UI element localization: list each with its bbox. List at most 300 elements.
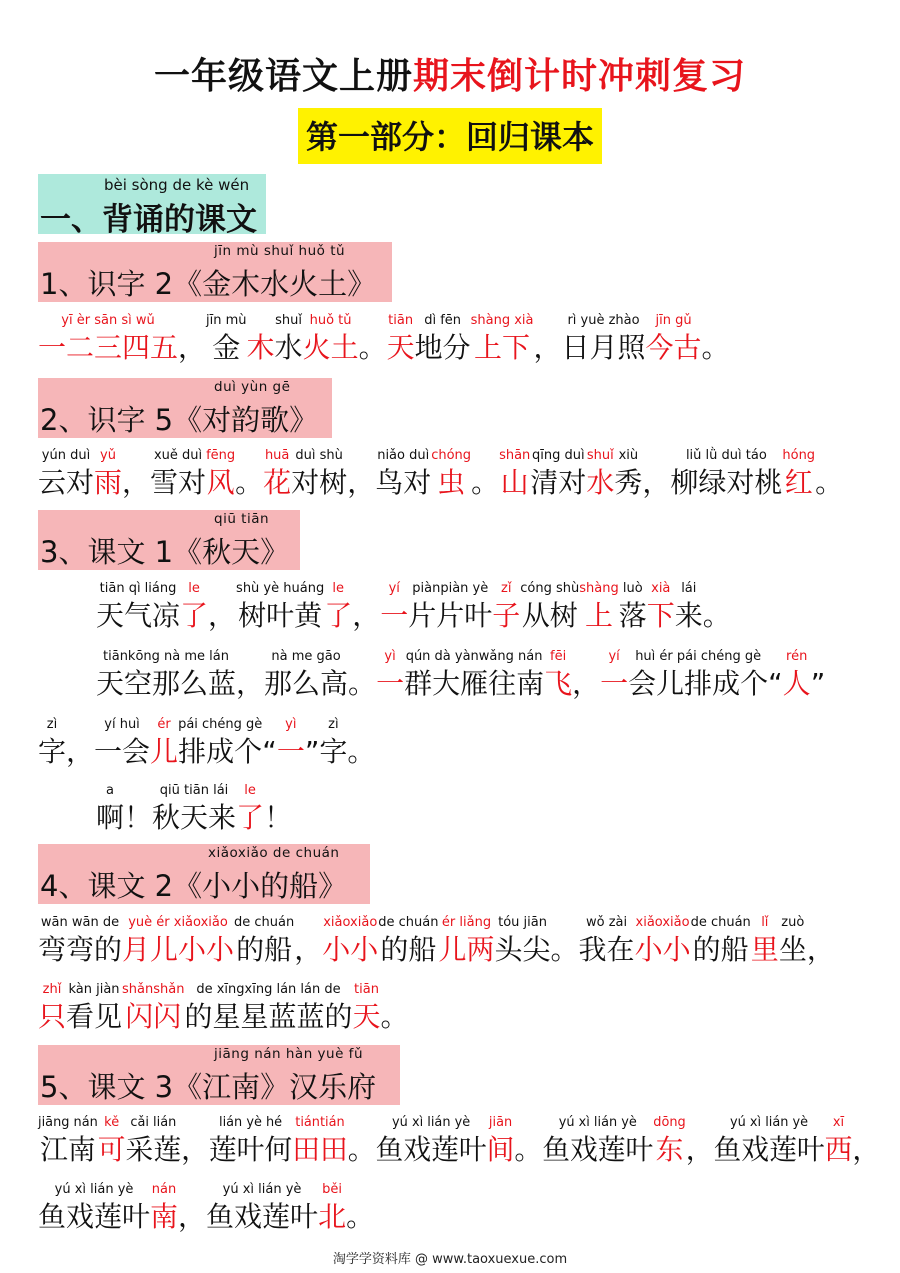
segment-pinyin: tiānkōng nà me lán	[103, 649, 229, 664]
text-segment	[319, 716, 347, 771]
segment-pinyin: shuǐ	[275, 313, 302, 328]
segment-hanzi: 排成个	[178, 735, 263, 768]
segment-hanzi: 。	[701, 331, 730, 364]
segment-hanzi: 一二三四五	[38, 331, 179, 364]
text-segment	[646, 312, 702, 367]
segment-hanzi: 。	[235, 466, 264, 499]
text-segment	[38, 981, 66, 1036]
segment-hanzi: 秀	[614, 466, 643, 499]
segment-pinyin: shù yè huáng	[236, 581, 325, 596]
segment-hanzi: 。	[471, 466, 500, 499]
segment-pinyin	[702, 312, 730, 329]
segment-pinyin	[347, 716, 375, 733]
segment-hanzi: 月儿小小	[122, 933, 235, 966]
text-segment	[94, 447, 122, 502]
segment-hanzi: ，	[852, 1133, 881, 1166]
lesson-title: 3、课文 1《秋天》	[40, 535, 290, 569]
text-segment	[703, 580, 731, 635]
text-segment	[263, 447, 291, 502]
segment-pinyin: zì	[46, 717, 58, 732]
segment-pinyin: yú xì lián yè	[730, 1115, 809, 1130]
segment-hanzi: 子	[492, 599, 521, 632]
segment-hanzi: 看见	[66, 1000, 123, 1033]
segment-hanzi: 今古	[645, 331, 702, 364]
lesson-header-1	[38, 242, 392, 302]
segment-pinyin: le	[332, 581, 345, 596]
text-segment	[303, 312, 359, 367]
section-title: 一、背诵的课文	[40, 202, 257, 238]
text-segment	[236, 782, 264, 837]
text-segment	[346, 1181, 374, 1236]
segment-pinyin: zuò	[781, 915, 805, 930]
segment-pinyin: hóng	[782, 448, 816, 463]
text-row	[38, 716, 375, 776]
text-segment	[686, 1114, 714, 1169]
text-segment	[96, 782, 124, 837]
segment-hanzi: 儿两	[438, 933, 495, 966]
segment-pinyin: tiān qì liáng	[99, 581, 177, 596]
segment-pinyin: huā	[264, 448, 290, 463]
segment-hanzi: 南	[150, 1200, 179, 1233]
segment-hanzi: 鱼戏莲叶	[206, 1200, 319, 1233]
segment-hanzi: ，	[533, 331, 562, 364]
segment-pinyin	[178, 1181, 206, 1198]
segment-pinyin: yú xì lián yè	[222, 1182, 302, 1197]
segment-pinyin: liǔ lǜ duì táo	[685, 448, 767, 463]
segment-hanzi: 字	[38, 735, 67, 768]
segment-pinyin	[359, 312, 387, 329]
text-segment	[206, 1181, 318, 1236]
segment-hanzi: 虫	[437, 466, 466, 499]
text-segment	[352, 580, 380, 635]
segment-pinyin	[262, 716, 277, 733]
segment-pinyin: tiān	[354, 982, 379, 997]
segment-hanzi: 会儿排成个	[628, 667, 769, 700]
subtitle-wrap	[0, 108, 900, 164]
segment-hanzi: ，	[208, 599, 237, 632]
segment-pinyin: kàn jiàn	[68, 982, 120, 997]
text-segment	[376, 648, 404, 703]
text-segment	[178, 312, 206, 367]
lesson-title: 5、课文 3《江南》汉乐府	[40, 1070, 377, 1104]
text-segment	[38, 914, 122, 969]
segment-pinyin: de xīngxīng lán lán de	[196, 982, 341, 997]
segment-hanzi: 木	[246, 331, 275, 364]
text-segment	[807, 914, 835, 969]
segment-pinyin	[348, 1114, 376, 1131]
segment-hanzi: ，	[572, 667, 601, 700]
segment-hanzi: ，	[685, 1133, 714, 1166]
text-segment	[318, 1181, 346, 1236]
segment-hanzi: 一	[380, 599, 409, 632]
segment-pinyin: xuě duì	[153, 448, 203, 463]
text-segment	[150, 1181, 178, 1236]
segment-hanzi: 西	[824, 1133, 853, 1166]
segment-hanzi: 风	[206, 466, 235, 499]
text-segment	[38, 312, 178, 367]
text-segment	[551, 914, 579, 969]
segment-hanzi: 上	[585, 599, 614, 632]
segment-hanzi: ，	[642, 466, 671, 499]
segment-pinyin: běi	[322, 1182, 342, 1197]
segment-hanzi: ，	[122, 466, 151, 499]
segment-pinyin	[514, 1114, 542, 1131]
text-segment	[628, 648, 768, 703]
segment-hanzi: 的船	[380, 933, 437, 966]
segment-pinyin: xī	[832, 1115, 845, 1130]
segment-hanzi: “	[262, 735, 277, 768]
text-segment	[352, 981, 380, 1036]
segment-pinyin	[471, 447, 499, 464]
text-segment	[783, 648, 811, 703]
segment-hanzi: 天空那么蓝	[96, 667, 237, 700]
text-segment	[815, 447, 843, 502]
segment-hanzi: ，	[806, 933, 835, 966]
segment-pinyin: yú xì lián yè	[54, 1182, 134, 1197]
segment-pinyin	[852, 1114, 880, 1131]
segment-hanzi: 的船	[692, 933, 749, 966]
text-segment	[378, 914, 438, 969]
segment-hanzi: 云对	[38, 466, 95, 499]
text-segment	[768, 648, 783, 703]
segment-pinyin: qīng duì	[532, 448, 585, 463]
segment-hanzi: 火土	[302, 331, 359, 364]
footer-watermark: 淘学学资料库 @ www.taoxuexue.com	[332, 1252, 568, 1267]
text-segment	[600, 648, 628, 703]
lesson-pinyin: jiāng nán hàn yuè fǔ	[214, 1046, 363, 1062]
segment-pinyin: kě	[104, 1115, 120, 1130]
text-segment	[702, 312, 730, 367]
segment-pinyin	[122, 447, 150, 464]
text-segment	[235, 447, 263, 502]
segment-pinyin	[264, 782, 292, 799]
segment-pinyin: jiāng nán	[38, 1115, 98, 1130]
segment-hanzi: 里	[750, 933, 779, 966]
title-red-part: 期末倒计时冲刺复习	[413, 56, 747, 97]
segment-hanzi: ！	[124, 801, 153, 834]
segment-hanzi: 那么高	[264, 667, 349, 700]
segment-hanzi: 一	[276, 735, 305, 768]
segment-hanzi: 鱼戏莲叶	[542, 1133, 654, 1166]
text-segment	[614, 447, 642, 502]
segment-hanzi: 天	[386, 331, 415, 364]
segment-hanzi: 山	[500, 466, 529, 499]
text-segment	[324, 580, 352, 635]
text-segment	[635, 914, 691, 969]
text-segment	[277, 716, 305, 771]
segment-pinyin: shuǐ	[586, 448, 614, 463]
section-pinyin: bèi sòng de kè wén	[104, 176, 250, 194]
text-segment	[96, 580, 180, 635]
segment-pinyin: a	[106, 783, 114, 798]
lesson-pinyin: qiū tiān	[214, 511, 270, 527]
text-segment	[206, 312, 247, 367]
segment-pinyin	[347, 447, 375, 464]
segment-pinyin: yún duì	[41, 448, 91, 463]
text-row	[38, 914, 835, 974]
segment-pinyin	[124, 782, 152, 799]
lesson-title: 2、识字 5《对韵歌》	[40, 403, 319, 437]
segment-pinyin: fēng	[206, 448, 236, 463]
segment-hanzi: 秋天来	[152, 801, 237, 834]
segment-pinyin: yì	[384, 649, 396, 664]
lesson-header-4	[38, 844, 370, 904]
text-segment	[380, 580, 408, 635]
section-header	[38, 174, 266, 238]
segment-hanzi: 闪闪	[125, 1000, 182, 1033]
text-segment	[347, 716, 375, 771]
segment-pinyin: lǐ	[761, 915, 769, 930]
segment-hanzi: 天气凉	[96, 599, 181, 632]
segment-hanzi: 。	[380, 1000, 409, 1033]
text-segment	[586, 447, 614, 502]
segment-hanzi: ，	[66, 735, 95, 768]
text-segment	[322, 914, 378, 969]
segment-hanzi: ”	[304, 735, 320, 768]
segment-pinyin	[381, 981, 409, 998]
segment-pinyin: yì	[285, 717, 297, 732]
segment-pinyin: yuè ér xiǎoxiǎo	[128, 915, 228, 930]
segment-hanzi: 田田	[292, 1133, 348, 1166]
segment-pinyin: huǒ tǔ	[309, 313, 352, 328]
text-segment	[348, 648, 376, 703]
segment-hanzi: ，	[236, 667, 265, 700]
text-row	[96, 580, 731, 640]
segment-hanzi: ，	[178, 331, 207, 364]
segment-hanzi: 鱼戏莲叶	[375, 1133, 487, 1166]
text-segment	[811, 648, 826, 703]
segment-pinyin: de chuán	[378, 915, 439, 930]
segment-pinyin: chóng	[431, 448, 472, 463]
segment-hanzi: 一会	[94, 735, 151, 768]
segment-hanzi: 。	[347, 1133, 376, 1166]
segment-hanzi: 北	[318, 1200, 347, 1233]
text-segment	[66, 981, 122, 1036]
segment-hanzi: 柳绿对桃	[670, 466, 783, 499]
segment-hanzi: 可	[97, 1133, 126, 1166]
text-segment	[209, 1114, 292, 1169]
text-segment	[348, 1114, 376, 1169]
segment-hanzi: 金	[212, 331, 241, 364]
text-segment	[98, 1114, 126, 1169]
segment-pinyin: de chuán	[690, 915, 751, 930]
text-segment	[714, 1114, 825, 1169]
segment-pinyin	[534, 312, 562, 329]
segment-hanzi: ，	[178, 1200, 207, 1233]
text-segment	[291, 447, 347, 502]
segment-hanzi: 我在	[578, 933, 635, 966]
segment-hanzi: “	[768, 667, 783, 700]
segment-hanzi: 。	[815, 466, 844, 499]
segment-hanzi: 水	[586, 466, 615, 499]
text-segment	[520, 580, 579, 635]
segment-hanzi: 啊	[96, 801, 125, 834]
text-segment	[38, 1114, 98, 1169]
segment-hanzi: ，	[294, 933, 323, 966]
text-segment	[184, 981, 352, 1036]
segment-hanzi: 上下	[474, 331, 531, 364]
segment-pinyin: ér liǎng	[441, 915, 492, 930]
text-segment	[152, 782, 236, 837]
text-segment	[415, 312, 471, 367]
segment-pinyin	[294, 914, 322, 931]
text-segment	[691, 914, 751, 969]
segment-hanzi: 儿	[150, 735, 179, 768]
text-segment	[647, 580, 675, 635]
text-segment	[542, 1114, 653, 1169]
text-row	[96, 782, 292, 842]
page-title	[0, 48, 900, 99]
segment-hanzi: 了	[180, 599, 209, 632]
text-segment	[544, 648, 572, 703]
text-segment	[782, 447, 815, 502]
text-segment	[180, 580, 208, 635]
text-segment	[579, 914, 635, 969]
text-segment	[150, 447, 206, 502]
segment-pinyin: xià	[651, 581, 671, 596]
lesson-header-3	[38, 510, 300, 570]
segment-hanzi: ，	[181, 1133, 209, 1166]
text-segment	[779, 914, 807, 969]
segment-hanzi: 下	[646, 599, 675, 632]
segment-pinyin	[815, 447, 843, 464]
segment-hanzi: 小小	[322, 933, 379, 966]
segment-pinyin: fēi	[550, 649, 567, 664]
segment-hanzi: 来	[674, 599, 703, 632]
segment-pinyin	[346, 1181, 374, 1198]
text-segment	[619, 580, 647, 635]
segment-hanzi: 了	[324, 599, 353, 632]
text-segment	[275, 312, 303, 367]
text-segment	[579, 580, 618, 635]
segment-pinyin: tiántián	[295, 1115, 345, 1130]
segment-hanzi: 字	[319, 735, 348, 768]
text-segment	[499, 447, 530, 502]
segment-hanzi: ！	[264, 801, 293, 834]
segment-pinyin: shǎnshǎn	[122, 982, 185, 997]
text-segment	[359, 312, 387, 367]
segment-hanzi: 。	[347, 735, 376, 768]
text-segment	[122, 447, 150, 502]
text-segment	[572, 648, 600, 703]
text-segment	[347, 447, 375, 502]
text-row	[38, 1181, 374, 1241]
segment-hanzi: ”	[810, 667, 826, 700]
segment-hanzi: 一	[600, 667, 629, 700]
segment-hanzi: 采莲	[125, 1133, 182, 1166]
segment-pinyin: piànpiàn yè	[412, 581, 489, 596]
segment-pinyin	[66, 716, 94, 733]
text-segment	[751, 914, 779, 969]
text-row	[38, 981, 409, 1041]
segment-hanzi: 水	[274, 331, 303, 364]
segment-hanzi: 。	[550, 933, 579, 966]
text-segment	[294, 914, 322, 969]
segment-pinyin	[703, 580, 731, 597]
segment-hanzi: ，	[352, 599, 381, 632]
text-segment	[124, 782, 152, 837]
segment-hanzi: 江南	[40, 1133, 96, 1166]
segment-hanzi: 从树	[521, 599, 578, 632]
segment-pinyin: nán	[151, 1182, 177, 1197]
text-segment	[206, 447, 235, 502]
segment-hanzi: 的船	[236, 933, 293, 966]
segment-pinyin: lái	[681, 581, 697, 596]
text-segment	[247, 312, 275, 367]
segment-hanzi: 树叶黄	[238, 599, 323, 632]
segment-pinyin: dì fēn	[424, 313, 462, 328]
segment-hanzi: 地分	[414, 331, 471, 364]
segment-pinyin: qún dà yànwǎng nán	[405, 649, 543, 664]
text-segment	[653, 1114, 685, 1169]
segment-hanzi: 片片叶	[408, 599, 493, 632]
segment-hanzi: 对树	[291, 466, 348, 499]
segment-hanzi: 花	[263, 466, 292, 499]
text-segment	[471, 312, 534, 367]
text-segment	[675, 580, 703, 635]
segment-pinyin	[178, 312, 206, 329]
part-subtitle: 第一部分：回归课本	[298, 108, 602, 164]
text-segment	[122, 981, 184, 1036]
text-segment	[376, 1114, 487, 1169]
text-segment	[264, 782, 292, 837]
segment-pinyin	[235, 447, 263, 464]
text-segment	[487, 1114, 515, 1169]
segment-pinyin: yǔ	[100, 448, 116, 463]
segment-pinyin: jīn gǔ	[655, 313, 692, 328]
text-segment	[94, 716, 150, 771]
segment-pinyin	[686, 1114, 714, 1131]
segment-hanzi: 雪对	[150, 466, 207, 499]
segment-pinyin: de chuán	[234, 915, 295, 930]
lesson-header-2	[38, 378, 332, 438]
segment-pinyin: shàng	[579, 581, 619, 596]
segment-pinyin: shàng xià	[470, 313, 534, 328]
segment-hanzi: 。	[346, 1200, 375, 1233]
segment-pinyin: zhǐ	[42, 982, 62, 997]
segment-hanzi: 。	[702, 599, 731, 632]
text-row	[38, 1114, 880, 1174]
segment-hanzi: 红	[784, 466, 813, 499]
text-segment	[530, 447, 586, 502]
lesson-title: 1、识字 2《金木水火土》	[40, 267, 377, 301]
text-segment	[408, 580, 492, 635]
text-segment	[234, 914, 294, 969]
lesson-pinyin: jīn mù shuǐ huǒ tǔ	[214, 243, 346, 259]
lesson-header-5	[38, 1045, 400, 1105]
text-segment	[38, 716, 66, 771]
segment-pinyin	[208, 580, 236, 597]
segment-pinyin: xiǎoxiǎo	[323, 915, 378, 930]
segment-pinyin: xiù	[618, 448, 639, 463]
segment-pinyin	[807, 914, 835, 931]
text-segment	[825, 1114, 853, 1169]
segment-pinyin: yí	[608, 649, 620, 664]
segment-pinyin	[348, 648, 376, 665]
segment-pinyin	[247, 312, 275, 329]
segment-pinyin: yú xì lián yè	[392, 1115, 471, 1130]
lesson-pinyin: duì yùn gē	[214, 379, 291, 395]
text-segment	[178, 1181, 206, 1236]
text-segment	[181, 1114, 209, 1169]
text-segment	[852, 1114, 880, 1169]
segment-hanzi: 。	[348, 667, 377, 700]
segment-pinyin: xiǎoxiǎo	[635, 915, 690, 930]
text-segment	[96, 648, 236, 703]
text-row	[38, 312, 730, 372]
text-segment	[150, 716, 178, 771]
segment-pinyin: yí huì	[104, 717, 140, 732]
